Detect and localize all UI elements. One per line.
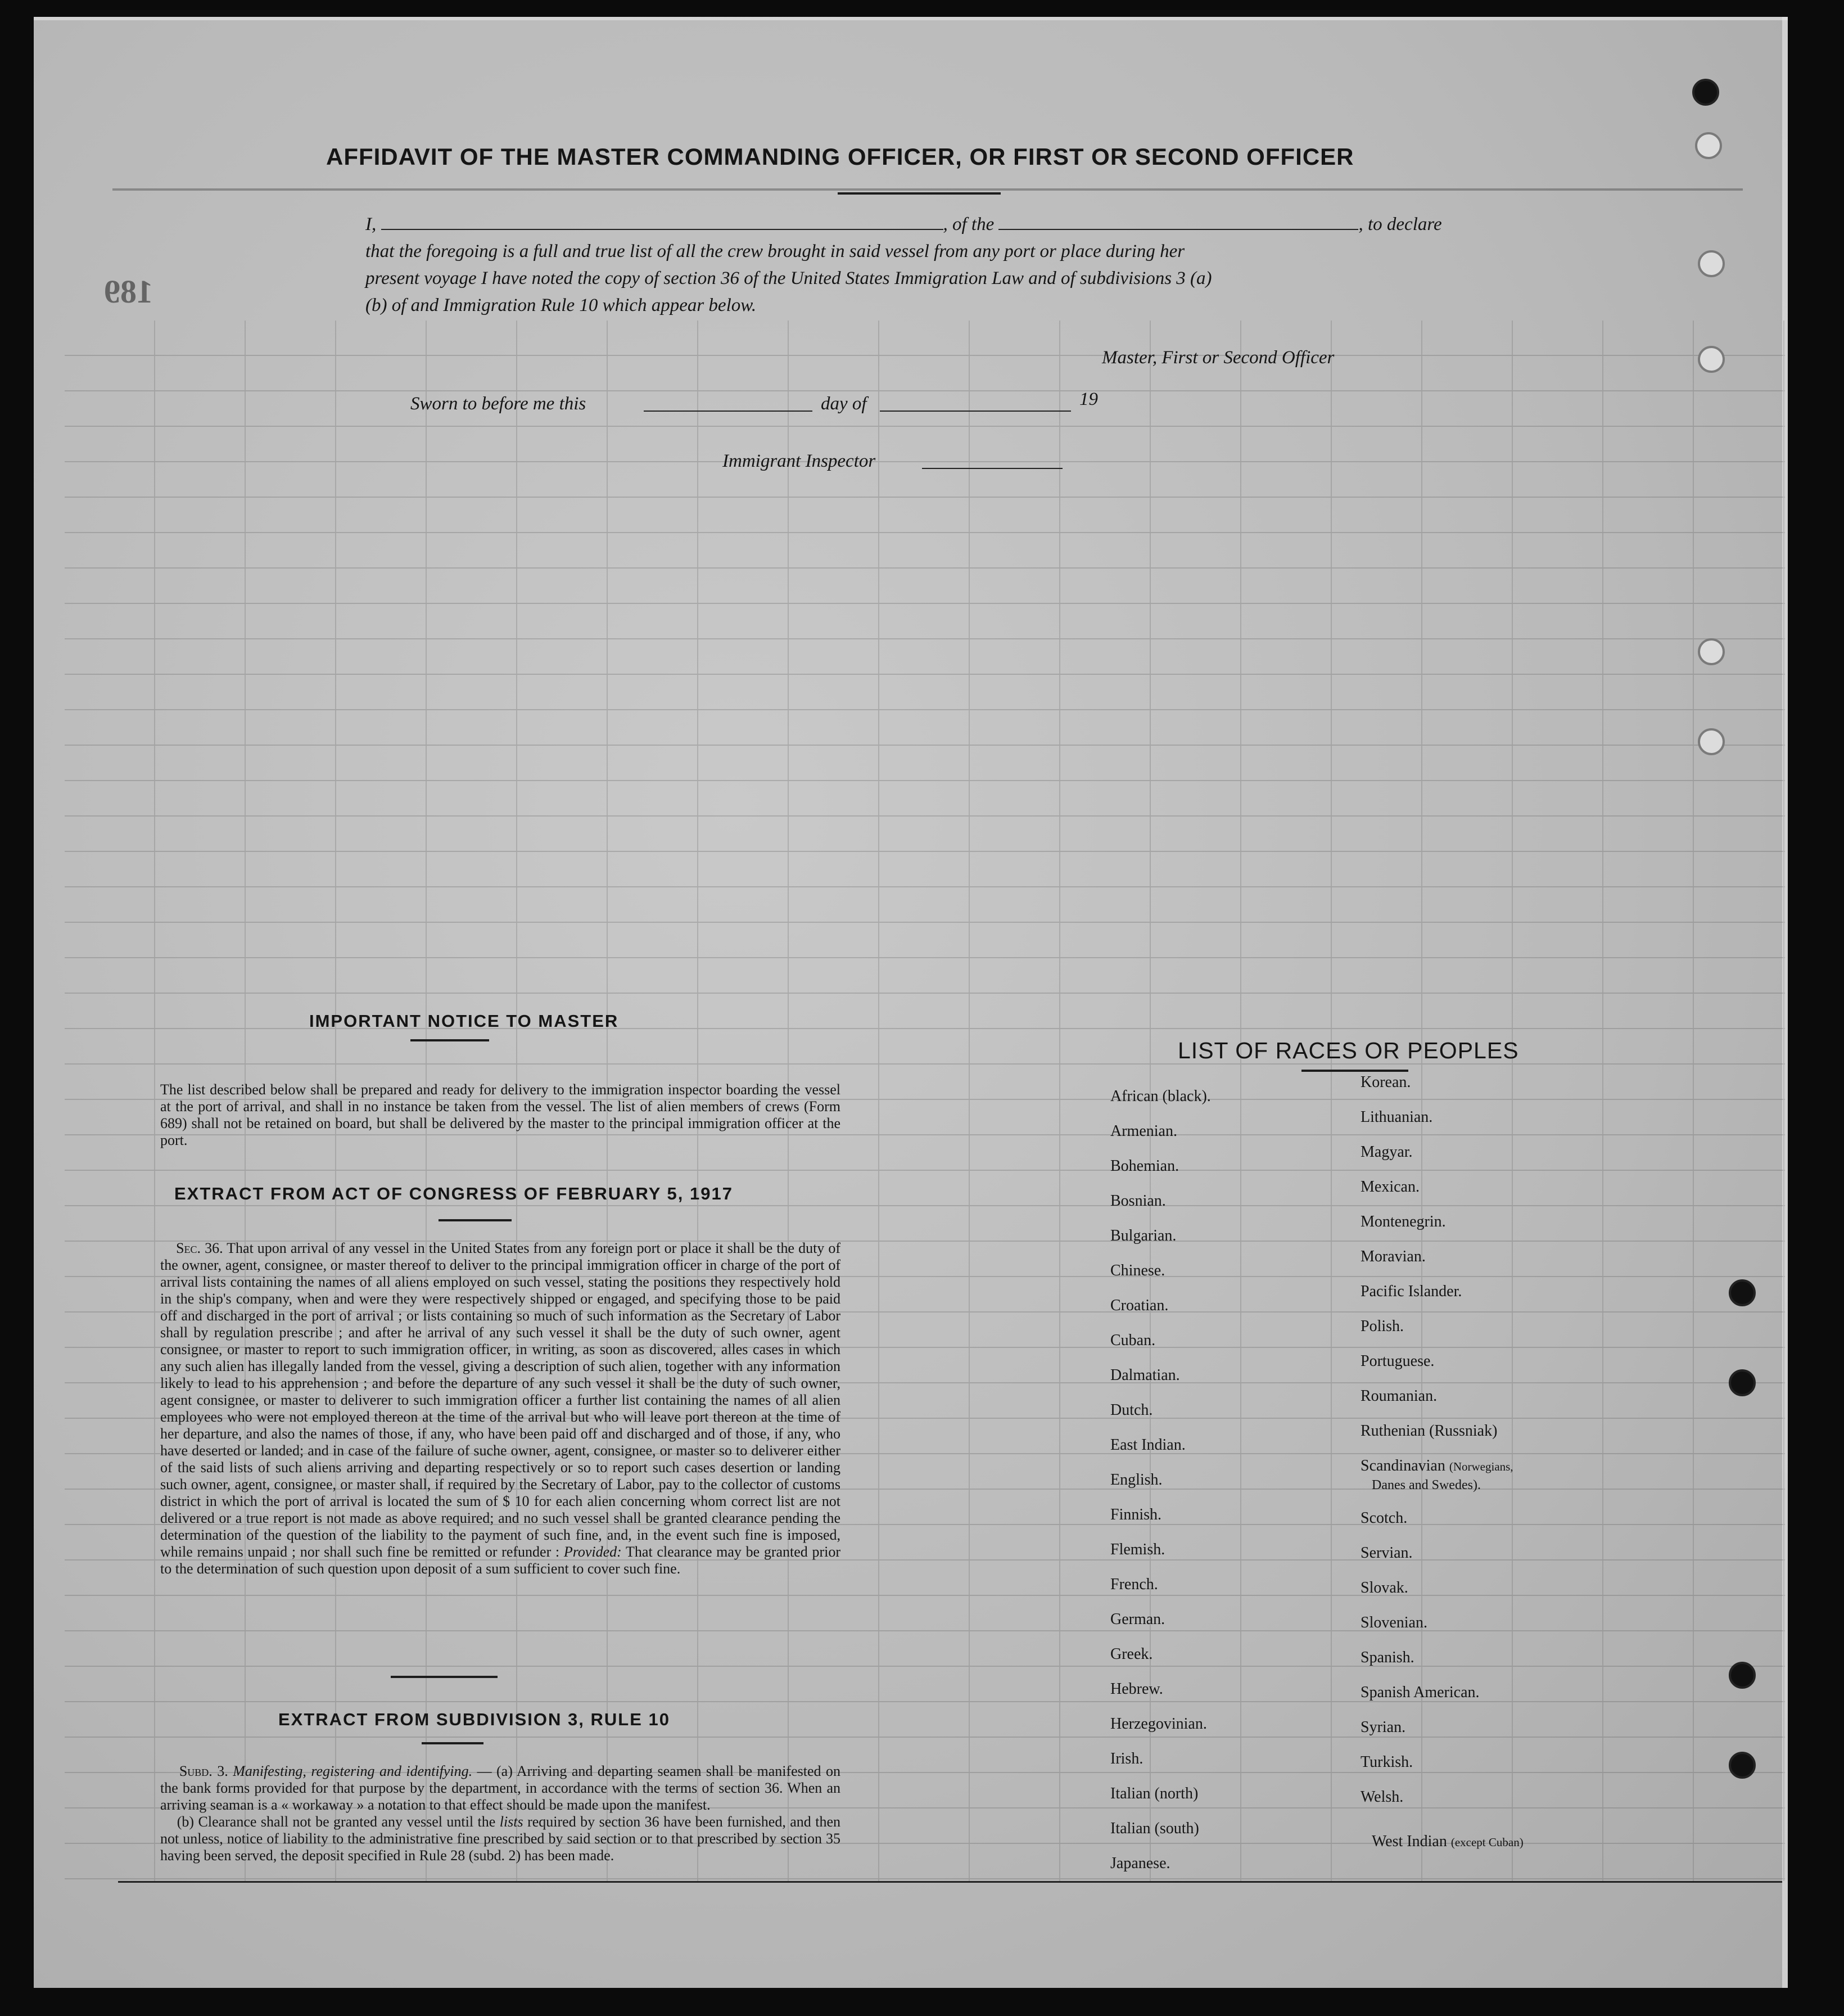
race-item: Korean. xyxy=(1361,1074,1411,1091)
race-item: Irish. xyxy=(1110,1750,1144,1767)
race-item: Pacific Islander. xyxy=(1361,1283,1462,1300)
race-item: Italian (south) xyxy=(1110,1820,1199,1837)
race-item: Slovak. xyxy=(1361,1579,1408,1596)
race-item: Portuguese. xyxy=(1361,1352,1435,1370)
race-item: Turkish. xyxy=(1361,1753,1413,1771)
vessel-blank[interactable] xyxy=(998,214,1358,230)
races-rule xyxy=(1301,1070,1408,1072)
sworn-label: Sworn to before me this xyxy=(410,394,586,414)
subd-b-lists: lists xyxy=(499,1814,523,1830)
affidavit-of-the: , of the xyxy=(943,214,995,234)
punch-hole-icon xyxy=(1698,728,1725,755)
master-signature-label: Master, First or Second Officer xyxy=(1102,348,1335,368)
race-item: Lithuanian. xyxy=(1361,1108,1433,1126)
title-rule xyxy=(838,192,1001,195)
affidavit-line-2: that the foregoing is a full and true list of all the crew brought in said vessel from any port or place during her xyxy=(365,241,1185,261)
race-item: Moravian. xyxy=(1361,1248,1426,1265)
race-item: Bulgarian. xyxy=(1110,1227,1177,1244)
subd-b-text-1: (b) Clearance shall not be granted any vessel until the xyxy=(177,1814,496,1830)
day-of-label: day of xyxy=(821,394,867,414)
punch-hole-icon xyxy=(1729,1279,1756,1306)
race-item: Herzegovinian. xyxy=(1110,1715,1207,1733)
document-page xyxy=(34,17,1788,1988)
rule-text xyxy=(160,1763,840,1864)
bleed-through-page-number: 189 xyxy=(104,273,153,310)
race-item: Italian (north) xyxy=(1110,1785,1199,1802)
race-item: Chinese. xyxy=(1110,1262,1165,1279)
punch-hole-icon xyxy=(1729,1662,1756,1689)
race-item: Servian. xyxy=(1361,1544,1413,1562)
race-item: Spanish American. xyxy=(1361,1684,1480,1701)
punch-hole-icon xyxy=(1698,250,1725,277)
sworn-day-blank[interactable] xyxy=(644,411,812,412)
race-item: Flemish. xyxy=(1110,1541,1165,1558)
race-item: Dalmatian. xyxy=(1110,1366,1180,1384)
race-item: Hebrew. xyxy=(1110,1680,1163,1698)
footer-rule xyxy=(118,1881,1782,1883)
race-item: Slovenian. xyxy=(1361,1614,1427,1631)
provided-label: Provided: xyxy=(563,1544,622,1560)
name-blank[interactable] xyxy=(381,214,943,230)
race-item: Cuban. xyxy=(1110,1332,1156,1349)
race-item: Armenian. xyxy=(1110,1122,1177,1140)
sec-36-end: That clearance may be granted prior to the determination of such question upon deposit of a sum sufficient to cover such fine. xyxy=(160,1544,841,1577)
race-item: Montenegrin. xyxy=(1361,1213,1446,1230)
affidavit-to-declare: , to declare xyxy=(1358,214,1442,234)
race-item: Mexican. xyxy=(1361,1178,1420,1196)
act-rule xyxy=(439,1219,512,1221)
race-item: English. xyxy=(1110,1471,1163,1489)
notice-rule xyxy=(410,1039,489,1041)
race-item: Welsh. xyxy=(1361,1788,1404,1806)
race-item-scandinavian-note: Danes and Swedes). xyxy=(1372,1478,1481,1492)
race-item: Polish. xyxy=(1361,1318,1404,1335)
race-item: Greek. xyxy=(1110,1645,1153,1663)
race-item: Bohemian. xyxy=(1110,1157,1179,1175)
race-item: German. xyxy=(1110,1611,1165,1628)
race-item: Dutch. xyxy=(1110,1401,1153,1419)
affidavit-line-3: present voyage I have noted the copy of section 36 of the United States Immigration Law and of subdivisions 3 (a) xyxy=(365,268,1212,288)
punch-hole-icon xyxy=(1692,79,1719,106)
race-item-scandinavian: Scandinavian (Norwegians, xyxy=(1361,1457,1513,1474)
race-item: French. xyxy=(1110,1576,1158,1593)
punch-hole-icon xyxy=(1729,1369,1756,1396)
act-end-rule xyxy=(391,1676,498,1678)
affidavit-title: AFFIDAVIT OF THE MASTER COMMANDING OFFICER, OR FIRST OR SECOND OFFICER xyxy=(326,143,1354,170)
rule-heading-rule xyxy=(422,1742,483,1744)
race-item: Magyar. xyxy=(1361,1143,1413,1161)
punch-hole-icon xyxy=(1698,346,1725,373)
affidavit-text xyxy=(365,211,1456,319)
race-item: Syrian. xyxy=(1361,1719,1406,1736)
sworn-month-blank[interactable] xyxy=(880,411,1071,412)
act-text xyxy=(160,1240,840,1577)
race-item: Scotch. xyxy=(1361,1509,1408,1527)
inspector-label: Immigrant Inspector xyxy=(722,451,876,471)
rule-heading: EXTRACT FROM SUBDIVISION 3, RULE 10 xyxy=(278,1710,670,1729)
race-item: Croatian. xyxy=(1110,1297,1169,1314)
subd-title: Manifesting, registering and identifying. xyxy=(233,1763,473,1779)
race-item: Finnish. xyxy=(1110,1506,1162,1523)
sec-36-label: Sec. 36. xyxy=(176,1240,223,1256)
notice-heading: IMPORTANT NOTICE TO MASTER xyxy=(309,1011,619,1031)
act-heading: EXTRACT FROM ACT OF CONGRESS OF FEBRUARY 5, 1917 xyxy=(174,1184,733,1203)
notice-text: The list described below shall be prepared and ready for delivery to the immigration inspector boarding the vessel at the port of arrival, and shall in no instance be taken from the vessel. The list of alien members of crews (Form 689) shall not be retained on board, but shall be delivered by the master to the principal immigration officer at the port. xyxy=(160,1081,840,1148)
race-item: Bosnian. xyxy=(1110,1192,1166,1210)
races-heading: LIST OF RACES OR PEOPLES xyxy=(1178,1038,1519,1063)
subd-a-text: — (a) Arriving and departing seamen shall be manifested on the bank forms provided for that purpose by the department, in accordance with the terms of section 36. When an arriving seaman is a « workaway » a notation to that effect should be made upon the manifest. xyxy=(160,1763,840,1813)
affidavit-line-4: (b) of and Immigration Rule 10 which appear below. xyxy=(365,295,757,315)
punch-hole-icon xyxy=(1698,638,1725,665)
race-item: Japanese. xyxy=(1110,1855,1170,1872)
inspector-signature-blank[interactable] xyxy=(922,468,1063,469)
affidavit-i: I, xyxy=(365,214,377,234)
punch-hole-icon xyxy=(1695,132,1722,159)
punch-hole-icon xyxy=(1729,1752,1756,1779)
subd-label: Subd. 3. xyxy=(179,1763,228,1779)
subd-b-text-2: required by section 36 have been furnished, and then not unless, notice of liability to the administrative fine prescribed by said section or to that prescribed by section 35 having been served, the deposit specified in Rule 28 (subd. 2) has been made. xyxy=(160,1814,841,1864)
sec-36-body: That upon arrival of any vessel in the United States from any foreign port or place it shall be the duty of the owner, agent, consignee, or master thereof to deliver to the principal immigration officer in charge of the port of arrival lists containing the names of all aliens employed on such vessel, stating the positions they respectively hold in the ship's company, when and were they were respectively shipped or engaged, and specifying those to be paid off and discharged in the port of arrival ; or lists containing so much of such information as the Secretary of Labor shall by regulation prescribe ; and after he arrival of any such vessel it shall be the duty of such owner, agent consignee, or master to report to such immigration officer, in writing, as soon as discovered, alles cases in which any such alien has illegally landed from the vessel, giving a description of such alien, together with any information likely to lead to his apprehension ; and before the departure of any such vessel it shall be the duty of such owner, agent consignee, or master to deliverer to such immigration officer a further list containing the names of all alien employees who were not employed thereon at the time of the arrival but who will leave port thereon at the time of her departure, and also the names of those, if any, who have been paid off and discharged and of those, if any, who have deserted or landed; and in case of the failure of suche owner, agent, consignee, or master so to deliverer either of the said lists of such aliens arriving and departing respectively or so to report such cases desertion or landing such owner, agent, consignee, or master shall, if required by the Secretary of Labor, pay to the collector of customs district in which the port of arrival is located the sum of $ 10 for each alien concerning whom correct list are not delivered or a true report is not made as above required; and no such vessel shall be granted clearance pending the determination of the question of the liability to the payment of such fine, and, in the event such fine is imposed, while remains unpaid ; nor shall such fine be remitted or refunder : xyxy=(160,1240,840,1560)
race-item: African (black). xyxy=(1110,1088,1211,1105)
race-item: Ruthenian (Russniak) xyxy=(1361,1422,1498,1440)
race-item-west-indian: West Indian (except Cuban) xyxy=(1372,1833,1524,1850)
year-prefix: 19 xyxy=(1079,389,1098,409)
race-item: East Indian. xyxy=(1110,1436,1186,1454)
race-item: Spanish. xyxy=(1361,1649,1414,1666)
race-item: Roumanian. xyxy=(1361,1387,1438,1405)
